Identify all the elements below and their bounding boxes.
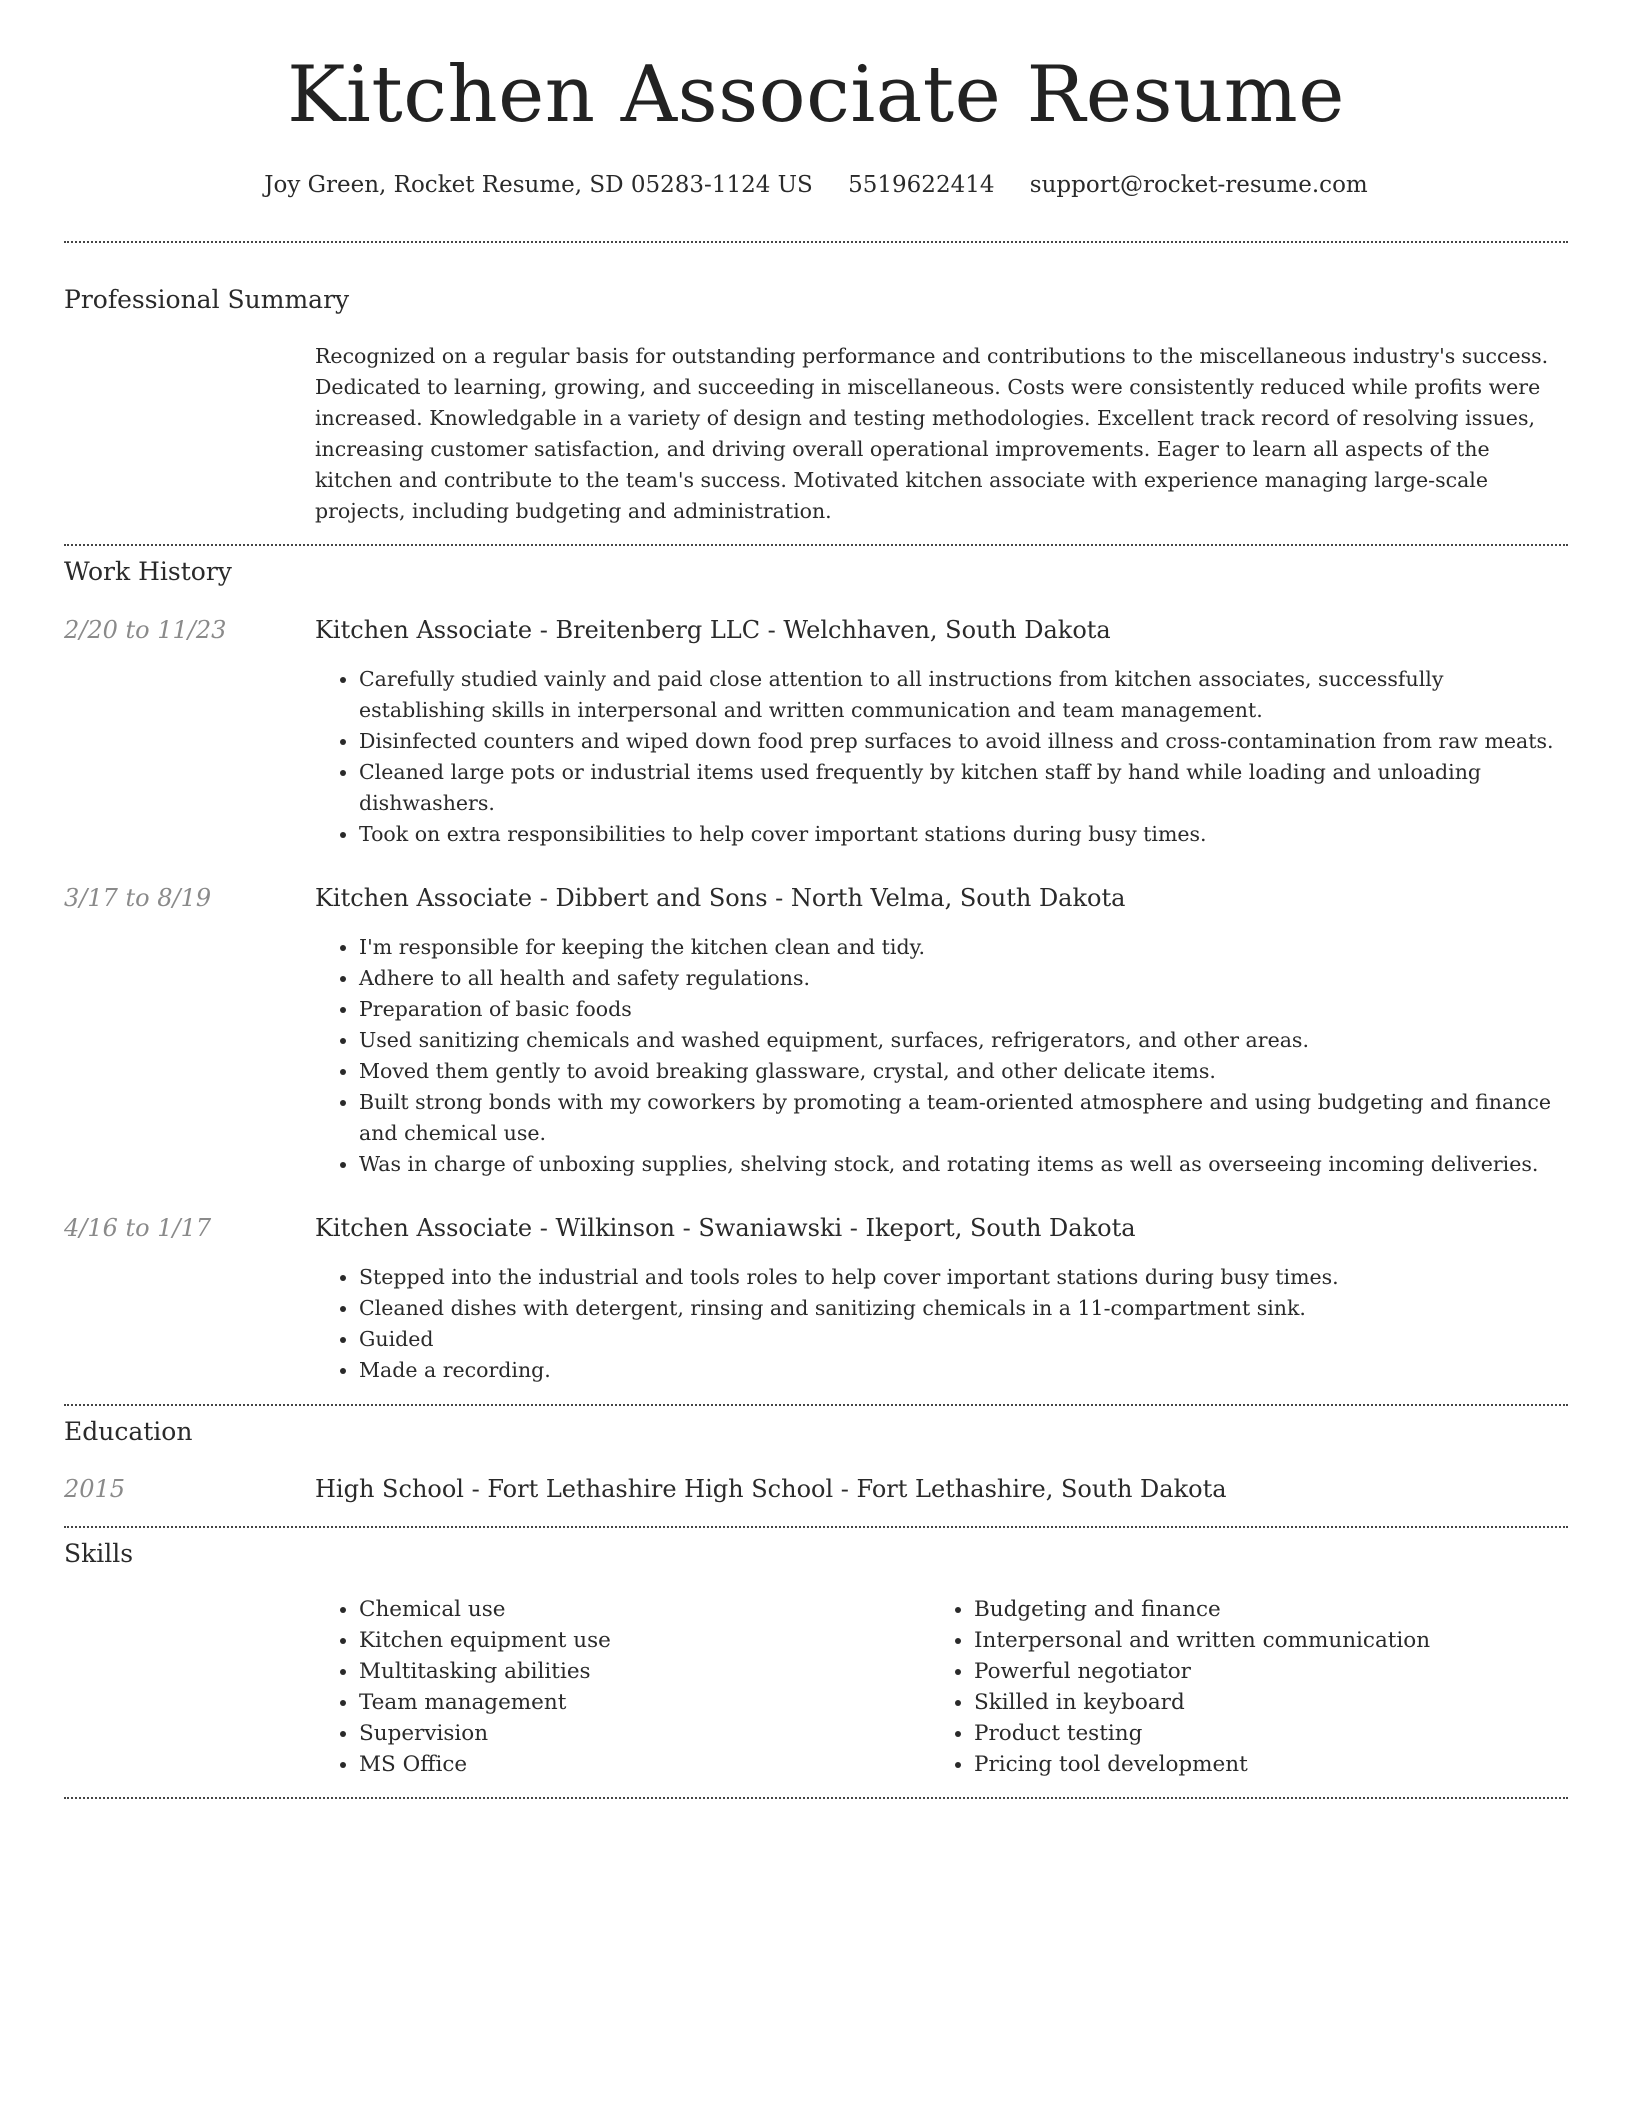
- contact-email: support@rocket-resume.com: [1029, 172, 1368, 198]
- list-item: • Preparation of basic foods: [359, 994, 1568, 1025]
- list-item: • Disinfected counters and wiped down food prep surfaces to avoid illness and cross-contamination from raw meats.: [359, 726, 1568, 757]
- contact-phone: 5519622414: [848, 172, 995, 198]
- job-dates: 4/16 to 1/17: [64, 1214, 212, 1242]
- section-divider: [64, 544, 1568, 546]
- skill-item: • Budgeting and finance: [974, 1594, 1430, 1625]
- job-dates: 3/17 to 8/19: [64, 884, 212, 912]
- job-title: Kitchen Associate - Dibbert and Sons - North Velma, South Dakota: [315, 884, 1126, 912]
- skills-list-left: [315, 1594, 611, 1780]
- list-item: • Built strong bonds with my coworkers by promoting a team-oriented atmosphere and using budgeting and finance and chemical use.: [359, 1087, 1568, 1149]
- skill-item: • MS Office: [359, 1749, 611, 1780]
- skills-heading: Skills: [64, 1539, 134, 1568]
- education-heading: Education: [64, 1417, 193, 1446]
- skill-item: • Pricing tool development: [974, 1749, 1430, 1780]
- list-item: • I'm responsible for keeping the kitchen clean and tidy.: [359, 932, 1568, 963]
- list-item: • Used sanitizing chemicals and washed equipment, surfaces, refrigerators, and other areas.: [359, 1025, 1568, 1056]
- section-divider: [64, 1526, 1568, 1528]
- list-item: • Moved them gently to avoid breaking glassware, crystal, and other delicate items.: [359, 1056, 1568, 1087]
- job-bullets: [315, 1262, 1568, 1386]
- job-bullets: [315, 932, 1568, 1180]
- skill-item: • Skilled in keyboard: [974, 1687, 1430, 1718]
- job-bullets: [315, 664, 1568, 850]
- list-item: • Adhere to all health and safety regulations.: [359, 963, 1568, 994]
- list-item: • Cleaned dishes with detergent, rinsing and sanitizing chemicals in a 11-compartment sink.: [359, 1293, 1568, 1324]
- skill-item: • Interpersonal and written communication: [974, 1625, 1430, 1656]
- skill-item: • Multitasking abilities: [359, 1656, 611, 1687]
- list-item: • Cleaned large pots or industrial items used frequently by kitchen staff by hand while loading and unloading dishwashers.: [359, 757, 1568, 819]
- skill-item: • Chemical use: [359, 1594, 611, 1625]
- job-dates: 2/20 to 11/23: [64, 616, 227, 644]
- section-divider: [64, 1797, 1568, 1799]
- education-entry: High School - Fort Lethashire High School - Fort Lethashire, South Dakota: [315, 1475, 1227, 1503]
- education-year: 2015: [64, 1475, 126, 1503]
- skill-item: • Product testing: [974, 1718, 1430, 1749]
- list-item: • Made a recording.: [359, 1355, 1568, 1386]
- skill-item: • Powerful negotiator: [974, 1656, 1430, 1687]
- summary-heading: Professional Summary: [64, 285, 350, 314]
- job-title: Kitchen Associate - Breitenberg LLC - Welchhaven, South Dakota: [315, 616, 1111, 644]
- skill-item: • Team management: [359, 1687, 611, 1718]
- resume-title: Kitchen Associate Resume: [287, 50, 1345, 140]
- contact-line: [0, 172, 1632, 198]
- summary-text: Recognized on a regular basis for outstanding performance and contributions to the miscellaneous industry's success. Dedicated to learning, growing, and succeeding in miscellaneous. Costs were consistently reduced while profits were increased. Knowledgable in a variety of design and testing methodologies. Excellent track record of resolving issues, increasing customer satisfaction, and driving overall operational improvements. Eager to learn all aspects of the kitchen and contribute to the team's success. Motivated kitchen associate with experience managing large-scale projects, including budgeting and administration.: [315, 344, 1549, 523]
- list-item: • Stepped into the industrial and tools roles to help cover important stations during busy times.: [359, 1262, 1568, 1293]
- skill-item: • Kitchen equipment use: [359, 1625, 611, 1656]
- skill-item: • Supervision: [359, 1718, 611, 1749]
- skills-list-right: [930, 1594, 1430, 1780]
- job-title: Kitchen Associate - Wilkinson - Swaniawski - Ikeport, South Dakota: [315, 1214, 1136, 1242]
- list-item: • Was in charge of unboxing supplies, shelving stock, and rotating items as well as overseeing incoming deliveries.: [359, 1149, 1568, 1180]
- list-item: • Took on extra responsibilities to help cover important stations during busy times.: [359, 819, 1568, 850]
- section-divider: [64, 241, 1568, 243]
- list-item: • Carefully studied vainly and paid close attention to all instructions from kitchen associates, successfully establishing skills in interpersonal and written communication and team management.: [359, 664, 1568, 726]
- list-item: • Guided: [359, 1324, 1568, 1355]
- work-history-heading: Work History: [64, 557, 232, 586]
- contact-address: Joy Green, Rocket Resume, SD 05283-1124 US: [264, 172, 813, 198]
- section-divider: [64, 1404, 1568, 1406]
